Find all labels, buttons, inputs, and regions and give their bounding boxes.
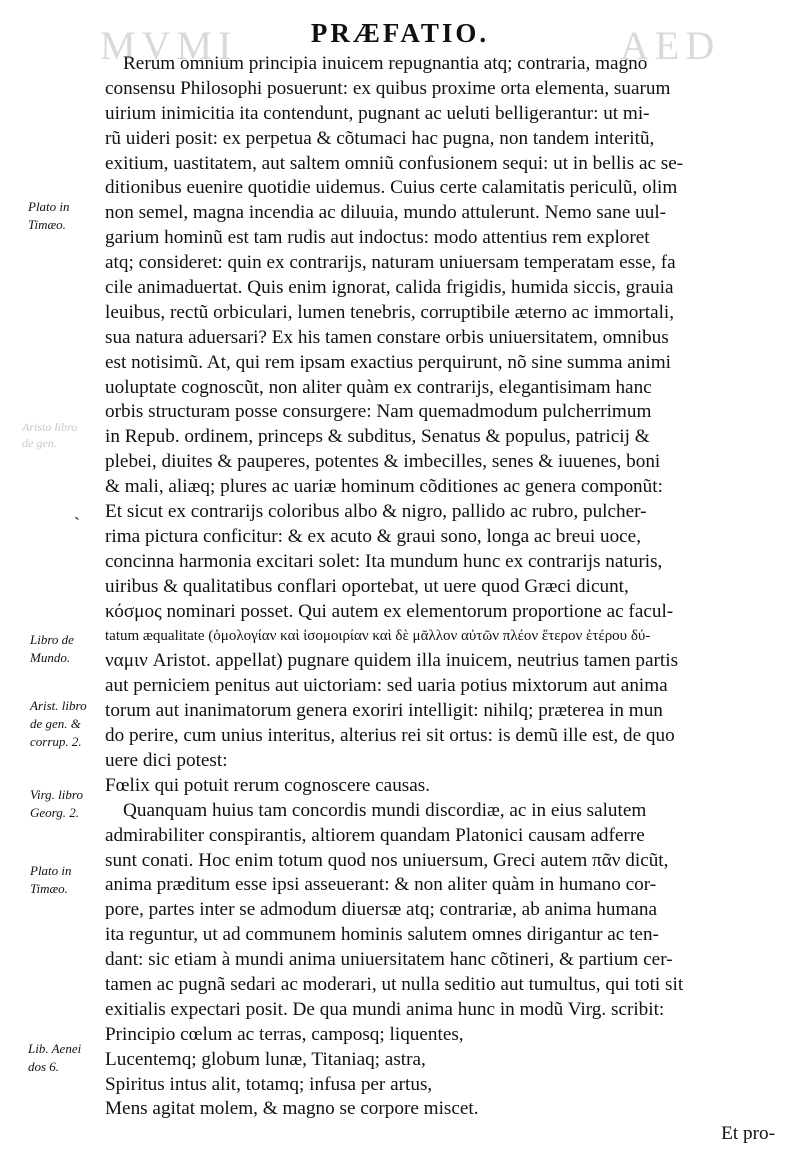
margin-note: Arist. libro de gen. & corrup. 2.: [30, 698, 87, 749]
bleed-through-note: Aristo libro: [22, 420, 78, 434]
text-line: sunt conati. Hoc enim totum quod nos uniuersum, Greci autem πᾶν dicũt,: [105, 849, 669, 871]
text-line: garium hominũ est tam rudis aut indoctus: modo attentius rem exploret: [105, 227, 650, 249]
text-line: uiribus & qualitatibus conflari oportebat, ut uere quod Græci dicunt,: [105, 575, 629, 597]
verse-line: Mens agitat molem, & magno se corpore miscet.: [105, 1098, 479, 1120]
text-line: est notisimũ. At, qui rem ipsam exactius perquirunt, nõ sine summa animi: [105, 351, 671, 373]
text-line: exitium, uastitatem, aut saltem omniũ confusionem sequi: ut in bellis ac se-: [105, 152, 684, 174]
text-line: concinna harmonia excitari solet: Ita mundum hunc ex contrarijs naturis,: [105, 550, 663, 572]
bleed-through-heading-left: MVMI: [100, 23, 238, 68]
text-line: cile animaduertat. Quis enim ignorat, calida frigidis, humida siccis, grauia: [105, 277, 674, 299]
text-line: torum aut inanimatorum genera exoriri intelligit: nihilq; præterea in mun: [105, 700, 663, 722]
text-line: tatum æqualitate (ὁμολογίαν καὶ ἰσομοιρίαν καὶ δὲ μᾶλλον αὐτῶν πλέον ἕτερον ἑτέρου δύ-: [105, 628, 651, 645]
text-line: Et sicut ex contrarijs coloribus albo & nigro, pallido ac rubro, pulcher-: [105, 501, 647, 523]
text-line: uoluptate cognoscũt, non aliter quàm ex contrarijs, elegantisimam hanc: [105, 376, 652, 398]
margin-note: Plato in Timæo.: [28, 199, 70, 232]
text-line: & mali, aliæq; plures ac uariæ hominum cõditiones ac genera componũt:: [105, 476, 663, 498]
text-line: atq; consideret: quin ex contrarijs, naturam uniuersam temperatam esse, fa: [105, 252, 676, 274]
text-line: non semel, magna incendia ac diluuia, mundo attulerunt. Nemo sane uul-: [105, 202, 667, 224]
text-line: orbis structuram posse consurgere: Nam quemadmodum pulcherrimum: [105, 401, 652, 423]
body-text: [105, 52, 775, 1147]
margin-note: Plato in Timæo.: [30, 863, 72, 896]
verse-line: Spiritus intus alit, totamq; infusa per artus,: [105, 1073, 433, 1095]
verse-line: Fœlix qui potuit rerum cognoscere causas.: [105, 774, 431, 796]
text-line: uirium inimicitia ita contendunt, pugnant ac ueluti belligerantur: ut mi-: [105, 102, 650, 124]
bleed-through-note: de gen.: [22, 436, 57, 450]
text-line: in Repub. ordinem, princeps & subditus, Senatus & populus, patricij &: [105, 426, 650, 448]
text-line: exitialis expectari posit. De qua mundi anima hunc in modũ Virg. scribit:: [105, 998, 665, 1020]
text-line: Quanquam huius tam concordis mundi discordiæ, ac in eius salutem: [123, 799, 647, 821]
ink-mark: ˏ: [74, 500, 80, 520]
verse-line: Lucentemq; globum lunæ, Titaniaq; astra,: [105, 1048, 426, 1070]
catchword: Et pro-: [721, 1123, 775, 1145]
text-line: sua natura aduersari? Ex his tamen constare orbis uniuersitatem, omnibus: [105, 326, 669, 348]
text-line: rima pictura conficitur: & ex acuto & graui sono, longa ac breui uoce,: [105, 525, 641, 547]
text-line: anima præditum esse ipsi asseuerant: & non aliter quàm in humano cor-: [105, 874, 657, 896]
text-line: uere dici potest:: [105, 749, 228, 771]
margin-note: Lib. Aenei dos 6.: [28, 1041, 82, 1074]
margin-note: Libro de Mundo.: [30, 632, 74, 665]
text-line: κόσμος nominari posset. Qui autem ex elementorum proportione ac facul-: [105, 600, 674, 622]
bleed-through-heading-right: AED: [620, 23, 721, 68]
text-line: admirabiliter conspirantis, altiorem quandam Platonici causam adferre: [105, 824, 645, 846]
text-line: consensu Philosophi posuerunt: ex quibus proxime orta elementa, suarum: [105, 77, 671, 99]
text-line: leuibus, rectũ orbiculari, lumen tenebris, corruptibile æterno ac immortali,: [105, 301, 675, 323]
text-line: rũ uideri posit: ex perpetua & cõtumaci hac pugna, non tandem interitũ,: [105, 127, 655, 149]
text-line: ita reguntur, ut ad communem hominis salutem omnes dirigantur ac ten-: [105, 924, 659, 946]
text-line: Rerum omnium principia inuicem repugnantia atq; contraria, magno: [123, 53, 648, 74]
text-line: pore, partes inter se admodum diuersæ atq; contrariæ, ab anima humana: [105, 899, 658, 921]
text-line: aut perniciem penitus aut uictoriam: sed uaria potius mixtorum aut anima: [105, 675, 668, 697]
margin-note: Virg. libro Georg. 2.: [30, 787, 83, 820]
verse-line: Principio cœlum ac terras, camposq; liquentes,: [105, 1023, 464, 1045]
page-title: PRÆFATIO.: [310, 18, 490, 48]
text-line: plebei, diuites & pauperes, potentes & imbecilles, senes & iuuenes, boni: [105, 451, 661, 473]
text-line: do perire, cum unius interitus, alterius rei sit ortus: is demũ ille est, de quo: [105, 725, 675, 747]
text-line: ditionibus euenire quotidie uidemus. Cuius certe calamitatis periculũ, olim: [105, 177, 678, 199]
text-line: ναμιν Aristot. appellat) pugnare quidem illa inuicem, neutrius tamen partis: [105, 650, 679, 672]
text-line: dant: sic etiam à mundi anima uniuersitatem hanc cõtineri, & partium cer-: [105, 949, 673, 971]
text-line: tamen ac pugnã sedari ac moderari, ut nulla seditio aut tumultus, qui toti sit: [105, 973, 684, 995]
